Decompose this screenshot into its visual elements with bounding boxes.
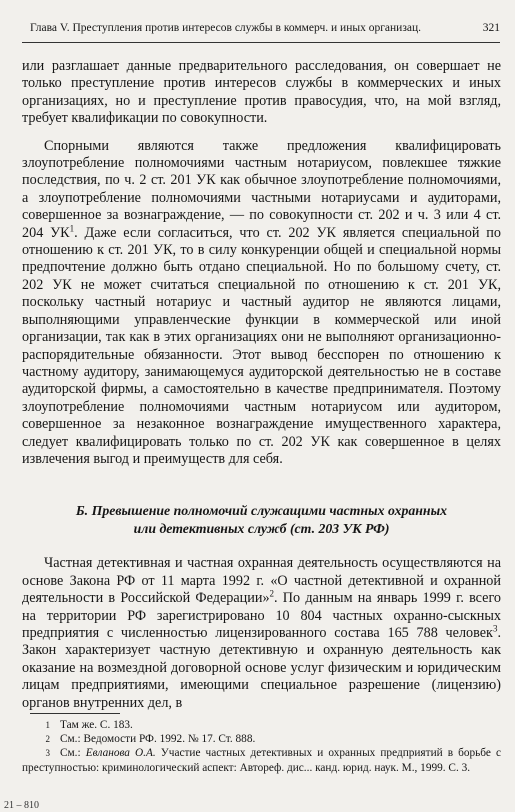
header-rule [22, 42, 500, 43]
section-heading-line-1: Б. Превышение полномочий служащими частных охранных [75, 503, 448, 519]
paragraph-text: . По данным на январь 1999 г. всего на территории РФ зарегистрировано 10 804 частных охранно-сыскных предприятия с численностью лицензированного состава 165 788 человек [22, 590, 502, 641]
footnote-author: Евланова О.А. [85, 747, 156, 760]
footnote-prefix: См.: [60, 747, 86, 760]
footnote-text: Участие частных детективных и охранных предприятий в борьбе с преступностью: криминологический аспект: Автореф. дис... канд. юрид. наук. М., 1999. С. 3. [22, 747, 501, 774]
footnotes [22, 718, 501, 775]
footnote-number: 1 [45, 720, 50, 730]
paragraph-text: . Закон характеризует частную детективную и охранную деятельность как оказание на возмездной договорной основе услуг физическим и юридическим лицам предприятиями, имеющими специальное разрешение (лицензию) органов внутренних дел, в [22, 624, 501, 711]
footnote-text: См.: Ведомости РФ. 1992. № 17. Ст. 888. [60, 733, 256, 746]
paragraph-text: . Даже если согласиться, что ст. 202 УК является специальной по отношению к ст. 201 УК, то в силу конкуренции общей и специальной нормы предпочтение должно быть отдано специальной. Но по большому счету, ст. 202 УК не может считаться специальной по отношению к ст. 201 УК, поскольку частный нотариус и частный аудитор не являются лицами, выполняющими управленческие функции в коммерческой или иной организации, так как в этих организациях они не выполняют организационно-распорядительные обязанности. Этот вывод бесспорен по отношению к частному аудитору, занимающемуся аудиторской деятельностью не в составе аудиторской фирмы, а самостоятельно в качестве предпринимателя. Поэтому злоупотребление полномочиями частным нотариусом или аудитором, совершенное за незаконное вознаграждение имущественного характера, следует квалифицировать только по ст. 202 УК как совершенное в целях извлечения выгод и преимуществ для себя. [22, 224, 501, 467]
section-heading-line-2: или детективных служб (ст. 203 УК РФ) [133, 520, 390, 536]
page-number: 321 [482, 22, 500, 34]
footnote-text: Там же. С. 183. [60, 719, 133, 731]
running-header [30, 22, 500, 34]
paragraph-notaries [22, 138, 501, 469]
paragraph-continued: или разглашает данные предварительного расследования, он совершает не только преступление против интересов службы в коммерческих и иных организациях, но и преступление против правосудия, что, на мой взгляд, требует квалификации по совокупности. [22, 58, 501, 127]
running-title: Глава V. Преступления против интересов службы в коммерч. и иных организац. [30, 22, 422, 34]
footnote-number: 2 [45, 734, 50, 745]
footnote-ref-1[interactable]: 1 [69, 222, 75, 233]
paragraph-detective [22, 555, 501, 712]
paragraph-text: Частная детективная и частная охранная деятельность осуществляются на основе Закона РФ от 11 марта 1992 г. «О частной детективной и охранной деятельности в Российской Федерации» [22, 555, 501, 607]
printer-signature: 21 – 810 [4, 800, 39, 811]
section-heading [22, 502, 501, 537]
footnote-ref-2[interactable]: 2 [269, 588, 275, 599]
footnote-2 [22, 732, 501, 746]
paragraph-text: Спорными являются также предложения квалифицировать злоупотребление полномочиями частным нотариусом, повлекшее тяжкие последствия, по ч. 2 ст. 201 УК как обычное злоупотребление полномочиями, а злоупотребление полномочиями частными нотариусами и аудиторами, совершенное за вознаграждение, — по совокупности ст. 202 и ч. 3 или 4 ст. 204 УК [22, 137, 501, 241]
footnote-1 [22, 718, 501, 732]
footnote-ref-3[interactable]: 3 [492, 623, 498, 634]
footnote-3 [22, 746, 501, 774]
footnote-rule [30, 713, 120, 714]
main-text [22, 58, 501, 712]
footnote-number: 3 [45, 748, 50, 759]
